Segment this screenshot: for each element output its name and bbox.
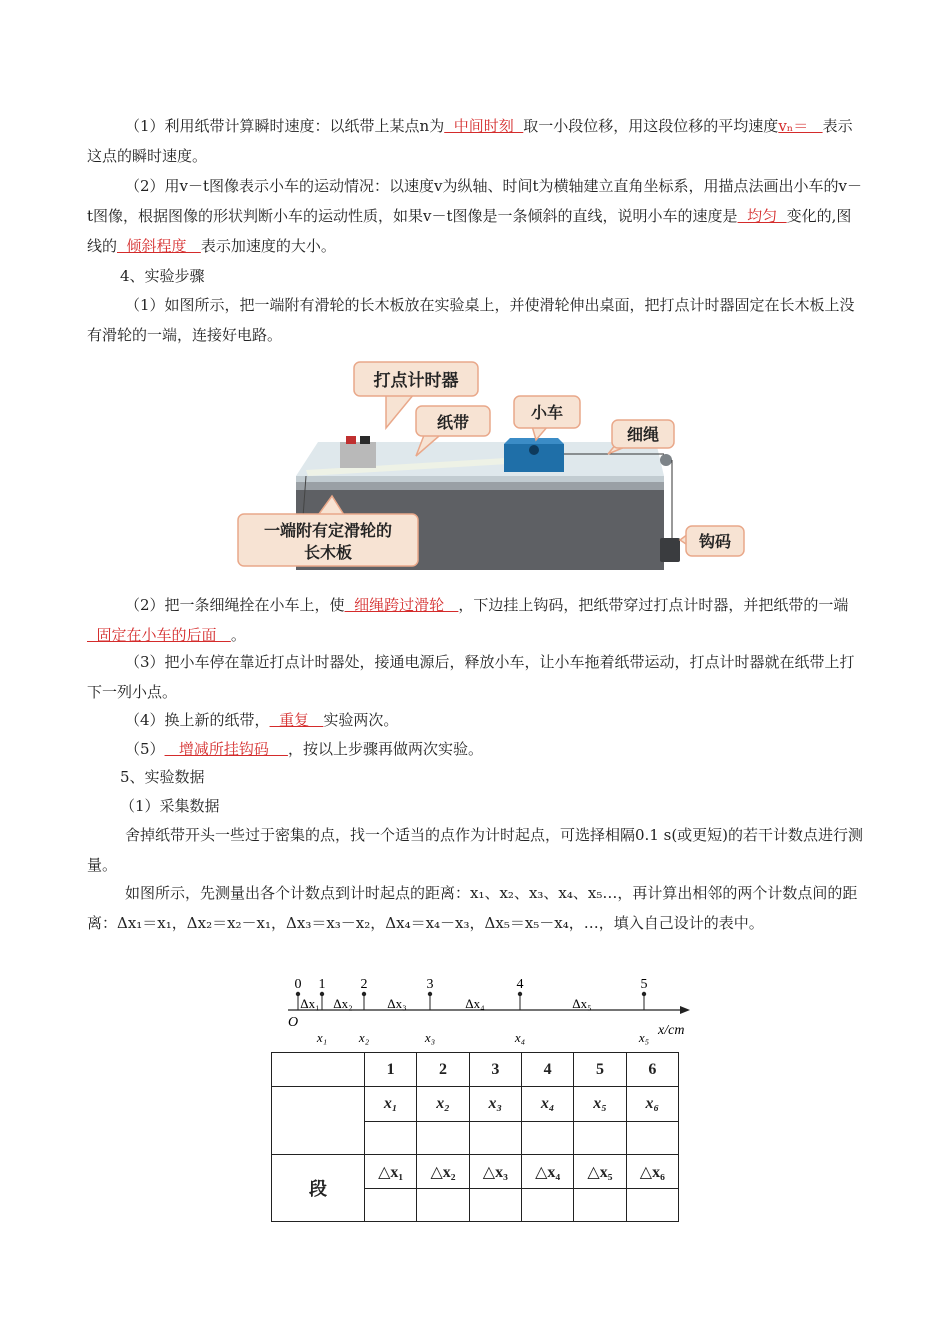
label-weight: 钩码 [698,532,732,551]
column-header: 6 [626,1053,678,1087]
table-cell [574,1189,626,1222]
table-cell [365,1122,417,1155]
x-cell: x₅ [574,1087,626,1122]
point-number: 0 [294,977,302,992]
text-segment: （2）把一条细绳拴在小车上，使 [125,596,345,614]
x-label: x₃ [424,1030,436,1045]
dx-cell: △x₂ [417,1155,469,1189]
delta-label: Δx₂ [333,996,353,1011]
answer-blank: 增减所挂钩码 [164,740,288,758]
point-number: 5 [640,977,648,992]
x-label: x₂ [358,1030,370,1045]
table-cell [272,1087,365,1155]
axis-label: x/cm [658,1023,685,1038]
label-string: 细绳 [626,425,660,444]
text-segment: 。 [230,626,246,644]
board-lip [296,476,664,482]
delta-label: Δx₄ [465,996,485,1011]
column-header: 5 [574,1053,626,1087]
timer-terminal [346,436,356,444]
table-row [272,1155,679,1189]
text-segment: 变化的,图线的 [87,207,852,255]
vt-graph-paragraph [87,171,865,261]
table-cell [469,1189,521,1222]
label-tape: 纸带 [436,413,470,432]
answer-blank: 固定在小车的后面 [87,626,231,644]
step-2-paragraph [87,590,865,650]
x-label: x₅ [638,1030,650,1045]
text-segment: 实验两次。 [323,711,399,729]
x-cell: x₄ [521,1087,573,1122]
cart-top [504,438,564,444]
column-header: 4 [521,1053,573,1087]
point-number: 2 [360,977,368,992]
answer-blank: 中间时刻 [444,117,524,135]
dx-cell: △x₅ [574,1155,626,1189]
distance-paragraph: 如图所示，先测量出各个计数点到计时起点的距离：x₁、x₂、x₃、x₄、x₅…，再计算出相邻的两个计数点间的距离：Δx₁＝x₁，Δx₂＝x₂－x₁，Δx₃＝x₃－x₂，Δx₄＝x₄－x₃，Δx₅＝x₅－x₄，…，填入自己设计的表中。 [87,884,858,932]
origin-label: O [288,1015,299,1030]
segment-label: 段 [272,1155,365,1222]
x-label: x₁ [316,1030,328,1045]
table-cell [469,1122,521,1155]
table-cell [626,1122,678,1155]
answer-blank: 倾斜程度 [117,237,201,255]
x-cell: x₂ [417,1087,469,1122]
point-number: 4 [516,977,524,992]
table-cell [574,1122,626,1155]
table-row [272,1087,679,1122]
table-cell [272,1053,365,1087]
text-segment: （1）利用纸带计算瞬时速度：以纸带上某点n为 [125,117,445,135]
step-5-paragraph [87,734,865,764]
cart-hole [529,445,539,455]
dx-cell: △x₁ [365,1155,417,1189]
point-number: 1 [318,977,326,992]
delta-label: Δx₃ [387,996,407,1011]
answer-blank: 均匀 [737,207,787,225]
x-cell: x₁ [365,1087,417,1122]
answer-blank: 细绳跨过滑轮 [344,596,459,614]
label-board-line2: 长木板 [303,543,353,562]
column-header: 2 [417,1053,469,1087]
data-table [271,1052,679,1222]
table-cell [417,1189,469,1222]
label-timer: 打点计时器 [373,371,459,391]
text-segment: （5） [125,740,165,758]
table-cell [521,1122,573,1155]
tape-diagram [280,968,700,1046]
text-segment: （4）换上新的纸带， [125,711,270,729]
callout-weight [680,526,744,556]
answer-blank: 重复 [269,711,324,729]
table-cell [365,1189,417,1222]
text-segment: （2）用v－t图像表示小车的运动情况：以速度v为纵轴、时间t为横轴建立直角坐标系，用描点法画出小车的v－t图像，根据图像的形状判断小车的运动性质，如果v－t图像是一条倾斜的直线，说明小车的速度是 [87,177,863,225]
point-4 [514,977,526,1045]
label-cart: 小车 [530,403,564,422]
timer-shape [340,442,376,468]
table-cell [417,1122,469,1155]
text-segment: 取一小段位移，用这段位移的平均速度 [523,117,779,135]
axis-arrow-icon [680,1006,690,1014]
subsection-heading: （1）采集数据 [120,797,220,815]
table-row [272,1053,679,1087]
dx-cell: △x₄ [521,1155,573,1189]
step-4-paragraph [87,705,865,735]
point-3 [424,977,435,1045]
delta-label: Δx₁ [300,996,320,1011]
x-label: x₄ [514,1030,526,1045]
timer-terminal [360,436,370,444]
callout-cart [514,396,580,440]
apparatus-figure [236,358,746,572]
point-number: 3 [426,977,434,992]
column-header: 3 [469,1053,521,1087]
point-1 [316,977,327,1045]
text-segment: 表示这点的瞬时速度。 [87,117,853,165]
dx-cell: △x₃ [469,1155,521,1189]
step-1-paragraph: （1）如图所示，把一端附有滑轮的长木板放在实验桌上，并使滑轮伸出桌面，把打点计时器固定在长木板上没有滑轮的一端，连接好电路。 [87,296,855,344]
table-cell [521,1189,573,1222]
text-segment: ，按以上步骤再做两次实验。 [287,740,483,758]
text-segment: ，下边挂上钩码，把纸带穿过打点计时器，并把纸带的一端 [458,596,849,614]
text-segment: 表示加速度的大小。 [200,237,336,255]
step-3-paragraph: （3）把小车停在靠近打点计时器处，接通电源后，释放小车，让小车拖着纸带运动，打点计时器就在纸带上打下一列小点。 [87,653,855,701]
table-cell [626,1189,678,1222]
section-heading: 4、实验步骤 [120,267,205,285]
label-board-line1: 一端附有定滑轮的 [263,521,393,540]
x-cell: x₆ [626,1087,678,1122]
data-collect-paragraph: 舍掉纸带开头一些过于密集的点，找一个适当的点作为计时起点，可选择相隔0.1 s(或更短)的若干计数点进行测量。 [87,826,864,874]
column-header: 1 [365,1053,417,1087]
weight-shape [660,538,680,562]
point-5 [638,977,649,1045]
x-cell: x₃ [469,1087,521,1122]
pulley-icon [660,454,672,466]
dx-cell: △x₆ [626,1155,678,1189]
delta-label: Δx₅ [572,996,592,1011]
instant-velocity-paragraph [87,111,865,171]
answer-blank: vₙ＝ [778,117,823,135]
point-2 [358,977,370,1045]
section-heading: 5、实验数据 [120,768,205,786]
